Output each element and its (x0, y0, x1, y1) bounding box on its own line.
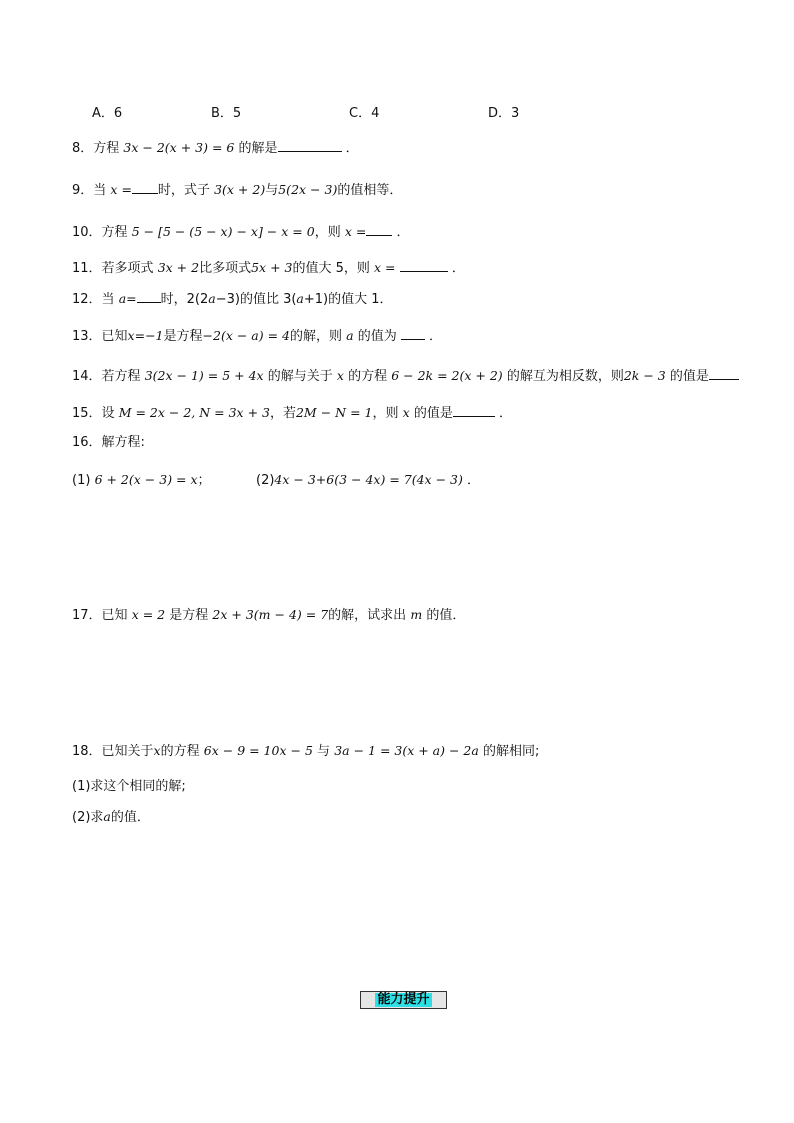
question-text: −3)的值比 3( (215, 292, 297, 307)
question-text: 与 (317, 744, 331, 759)
variable: x = (374, 260, 396, 275)
option-c: C．4 (349, 106, 380, 121)
punctuation: ． (451, 261, 465, 276)
answer-blank[interactable] (137, 289, 161, 303)
question-16-part-2 (256, 471, 480, 490)
question-text: ，则 (372, 406, 399, 421)
answer-blank[interactable] (366, 222, 392, 236)
question-text: 的解是 (238, 141, 278, 156)
variable: x (402, 405, 410, 420)
question-text: 的值是 (413, 406, 453, 421)
punctuation: ． (498, 406, 512, 421)
question-text: 的方程 (348, 369, 388, 384)
question-number: 15．设 (72, 406, 115, 421)
variable: x = (344, 224, 367, 239)
question-number: 14．若方程 (72, 369, 141, 384)
question-14 (72, 366, 739, 386)
question-number: 8．方程 (72, 141, 120, 156)
question-number: 17．已知 (72, 608, 128, 623)
answer-blank[interactable] (400, 258, 448, 272)
question-text: 的解，试求出 (328, 608, 407, 623)
question-10 (72, 222, 410, 242)
option-d: D．3 (488, 106, 520, 121)
question-text: 时，式子 (157, 183, 210, 198)
question-text: 时，2(2 (160, 292, 209, 307)
equation: −2(x − a) = 4 (202, 328, 290, 343)
question-text: 的方程 (160, 744, 200, 759)
expression: 3x + 2 (157, 260, 200, 275)
question-text: ，则 (314, 225, 341, 240)
variable: a (346, 328, 354, 343)
equation: 3a − 1 = 3(x + a) − 2a (334, 743, 479, 758)
badge-label: 能力提升 (377, 992, 430, 1007)
question-text: (2)求 (72, 810, 104, 825)
question-18-part-2 (72, 808, 150, 827)
question-number: 13．已知 (72, 329, 128, 344)
expression: 5x + 3 (251, 260, 293, 275)
question-13 (72, 326, 442, 346)
question-text: 的解相同; (482, 744, 540, 759)
question-text: 的值为 (357, 329, 397, 344)
question-15 (72, 403, 512, 423)
punctuation: ． (429, 329, 443, 344)
question-text: 的值． (426, 608, 466, 623)
question-18 (72, 742, 539, 761)
variable: a (296, 291, 304, 306)
question-9 (72, 180, 402, 200)
question-text: 比多项式 (199, 261, 252, 276)
question-text: 的值相等． (337, 183, 403, 198)
equation: x = 2 (131, 607, 166, 622)
variable: a (208, 291, 216, 306)
question-16-part-1 (72, 471, 211, 490)
variable: a= (118, 291, 137, 306)
part-label: (1) (72, 473, 91, 488)
variable: a (103, 809, 111, 824)
variable: x (336, 368, 344, 383)
question-number: 10．方程 (72, 225, 128, 240)
option-b: B．5 (211, 106, 242, 121)
question-text: 的值． (110, 810, 150, 825)
punctuation: ； (197, 473, 211, 488)
expression: 2k − 3 (623, 368, 666, 383)
expression: M = 2x − 2, N = 3x + 3 (118, 405, 270, 420)
punctuation: ． (467, 473, 481, 488)
punctuation: ． (345, 141, 359, 156)
question-text: ，若 (269, 406, 296, 421)
question-text: 的解互为相反数，则 (506, 369, 624, 384)
equation: 6x − 9 = 10x − 5 (203, 743, 313, 758)
question-text: 与 (265, 183, 279, 198)
question-text: +1)的值大 1． (303, 292, 393, 307)
answer-blank[interactable] (401, 326, 425, 340)
equation: 5 − [5 − (5 − x) − x] − x = 0 (131, 224, 315, 239)
answer-blank[interactable] (453, 403, 495, 417)
answer-blank[interactable] (709, 366, 739, 380)
question-11 (72, 258, 465, 278)
question-text: 的值是 (669, 369, 709, 384)
question-18-part-1: (1)求这个相同的解; (72, 779, 186, 794)
expression: x=−1 (127, 328, 164, 343)
expression: 5(2x − 3) (278, 182, 338, 197)
equation: 6 + 2(x − 3) = x (94, 472, 198, 487)
punctuation: ． (396, 225, 410, 240)
answer-blank[interactable] (278, 138, 342, 152)
variable: x = (110, 182, 132, 197)
question-number: 11．若多项式 (72, 261, 154, 276)
question-8 (72, 138, 359, 158)
expression: 3(x + 2) (214, 182, 266, 197)
variable: m (410, 607, 423, 622)
equation: 2M − N = 1 (295, 405, 373, 420)
question-12 (72, 289, 393, 309)
equation: 4x − 3+6(3 − 4x) = 7(4x − 3) (274, 472, 463, 487)
question-number: 9．当 (72, 183, 107, 198)
equation: 3x − 2(x + 3) = 6 (123, 140, 235, 155)
section-badge (360, 991, 447, 1009)
equation: 2x + 3(m − 4) = 7 (212, 607, 329, 622)
question-number: 18．已知关于 (72, 744, 154, 759)
question-text: 是方程 (163, 329, 203, 344)
question-16-title: 16．解方程: (72, 435, 145, 450)
answer-blank[interactable] (132, 180, 158, 194)
part-label: (2) (256, 473, 275, 488)
equation: 6 − 2k = 2(x + 2) (391, 368, 503, 383)
question-number: 12．当 (72, 292, 115, 307)
equation: 3(2x − 1) = 5 + 4x (144, 368, 264, 383)
question-text: 的解与关于 (267, 369, 333, 384)
variable: x (153, 743, 161, 758)
question-text: 的值大 5，则 (292, 261, 370, 276)
question-17 (72, 606, 465, 625)
option-a: A．6 (92, 106, 123, 121)
question-text: 的解，则 (290, 329, 343, 344)
question-text: 是方程 (169, 608, 209, 623)
